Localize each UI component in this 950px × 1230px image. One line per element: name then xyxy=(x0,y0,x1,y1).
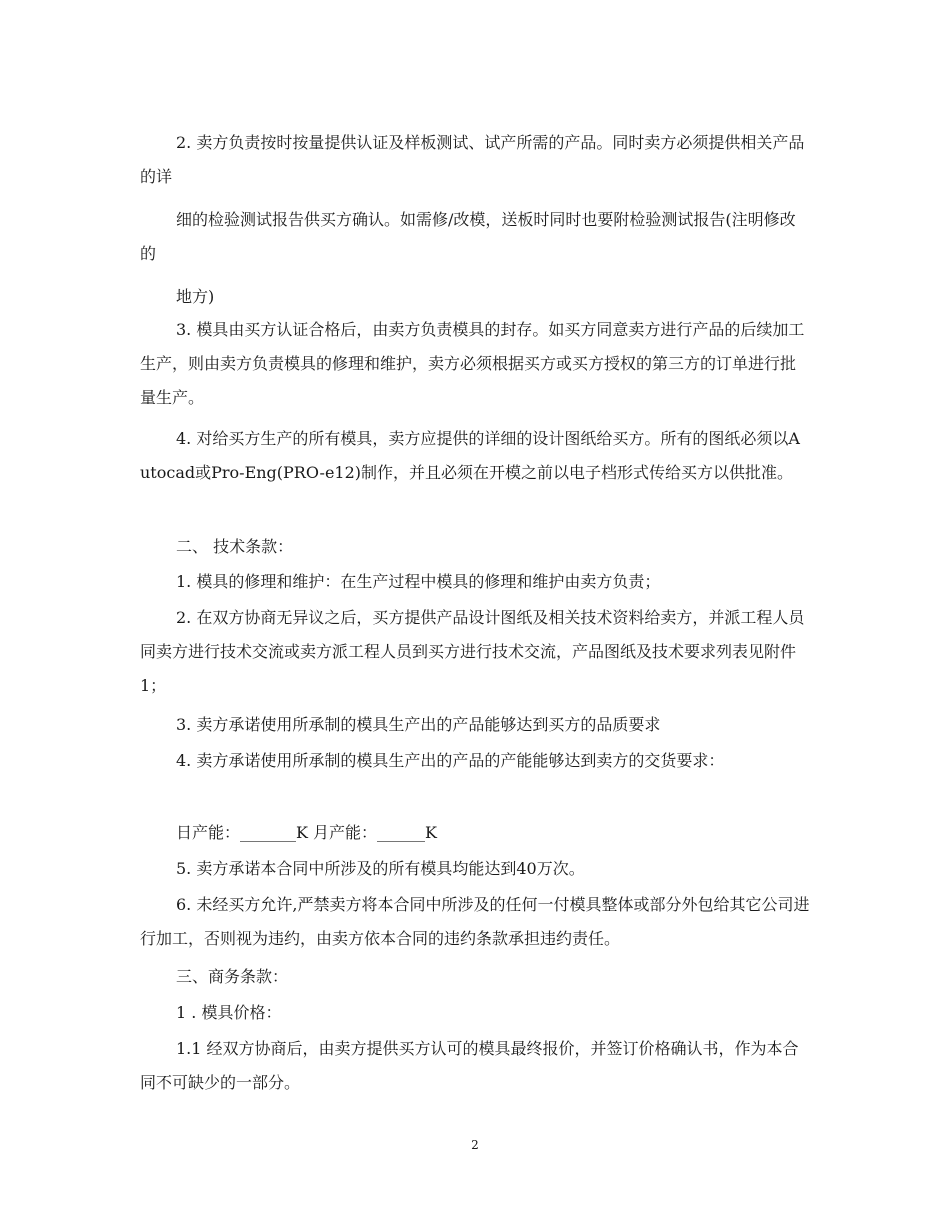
tech-clause-6-outsourcing: 6. 未经买方允许,严禁卖方将本合同中所涉及的任何一付模具整体或部分外包给其它公司进行加工，否则视为违约，由卖方依本合同的违约条款承担违约责任。 xyxy=(140,895,810,948)
clause-2-sample-testing: 2. 卖方负责按时按量提供认证及样板测试、试产所需的产品。同时卖方必须提供相关产品的详 xyxy=(140,133,805,186)
commercial-clause-1-mold-price: 1 . 模具价格： xyxy=(176,1003,282,1022)
section-heading-commercial-terms: 三、商务条款： xyxy=(176,967,289,986)
tech-clause-3-quality: 3. 卖方承诺使用所承制的模具生产出的产品能够达到买方的品质要求 xyxy=(176,715,661,734)
tech-clause-1-maintenance: 1. 模具的修理和维护：在生产过程中模具的修理和维护由卖方负责； xyxy=(176,572,661,591)
tech-clause-4-capacity: 4. 卖方承诺使用所承制的模具生产出的产品的产能能够达到卖方的交货要求： xyxy=(176,751,725,770)
tech-clause-2-technical-exchange: 2. 在双方协商无异议之后，买方提供产品设计图纸及相关技术资料给卖方，并派工程人员同卖方进行技术交流或卖方派工程人员到买方进行技术交流，产品图纸及技术要求列表见附件1； xyxy=(140,608,805,695)
tech-clause-5-mold-life: 5. 卖方承诺本合同中所涉及的所有模具均能达到40万次。 xyxy=(176,859,585,878)
clause-3-mold-storage: 3. 模具由买方认证合格后，由卖方负责模具的封存。如买方同意卖方进行产品的后续加工生产，则由卖方负责模具的修理和维护，卖方必须根据买方或买方授权的第三方的订单进行批量生产。 xyxy=(140,320,805,407)
page-number: 2 xyxy=(471,1138,479,1152)
clause-4-design-drawings: 4. 对给买方生产的所有模具，卖方应提供的详细的设计图纸给买方。所有的图纸必须以Autocad或Pro-Eng(PRO-e12)制作，并且必须在开模之前以电子档形式传给买方以供批准。 xyxy=(140,429,800,482)
clause-2-modification-note: 地方) xyxy=(176,287,215,306)
commercial-clause-1-1-quotation: 1.1 经双方协商后，由卖方提供买方认可的模具最终报价，并签订价格确认书，作为本合同不可缺少的一部分。 xyxy=(140,1039,799,1092)
capacity-fill-in-line: 日产能：_______K 月产能：______K xyxy=(176,823,437,842)
clause-2-test-report: 细的检验测试报告供买方确认。如需修/改模，送板时同时也要附检验测试报告(注明修改的 xyxy=(140,210,796,263)
section-heading-technical-terms: 二、 技术条款： xyxy=(176,537,294,556)
